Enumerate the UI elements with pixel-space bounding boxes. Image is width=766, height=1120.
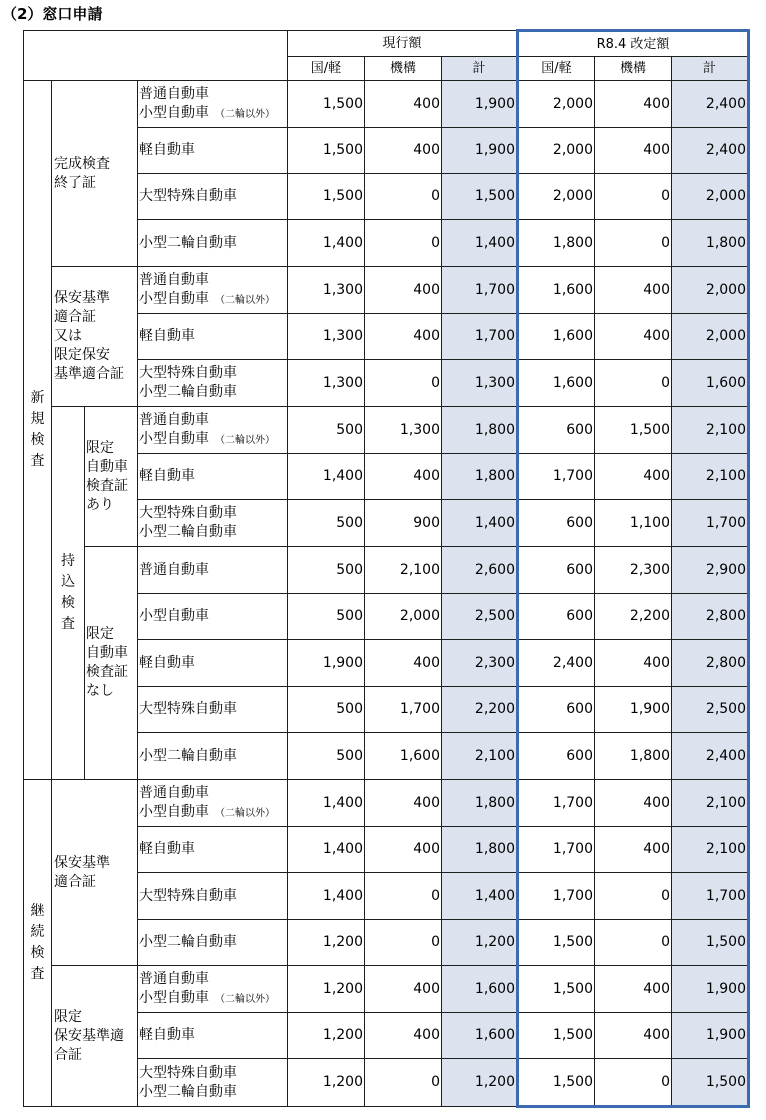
vehicle-label: [138, 360, 288, 407]
revised-total-value: 2,800: [672, 594, 749, 640]
vehicle-name: 軽自動車: [139, 142, 195, 158]
current-total-value: 1,400: [442, 500, 518, 547]
revised-total-value: 1,700: [672, 500, 749, 547]
current-total-value: 1,900: [442, 128, 518, 174]
current-kuni-value: 1,400: [288, 780, 365, 827]
revised-kuni-value: 1,500: [518, 966, 595, 1013]
vehicle-name-2: [139, 290, 287, 310]
current-kikou-value: 400: [365, 640, 442, 687]
revised-kikou-value: 400: [595, 640, 672, 687]
vehicle-note: （二輪以外）: [215, 434, 275, 446]
header-revised: R8.4 改定額: [518, 31, 749, 57]
vehicle-label: [138, 128, 288, 174]
revised-kikou-value: 0: [595, 360, 672, 407]
vehicle-name-2-text: 小型自動車: [139, 430, 209, 447]
revised-total-value: 2,800: [672, 640, 749, 687]
current-kuni-value: 1,400: [288, 827, 365, 873]
vehicle-name-2: [139, 989, 287, 1009]
current-total-value: 2,500: [442, 594, 518, 640]
current-total-value: 1,600: [442, 1013, 518, 1059]
vehicle-name: 小型二輪自動車: [139, 934, 237, 950]
vehicle-name: 普通自動車: [139, 970, 209, 987]
revised-kikou-value: 1,900: [595, 687, 672, 733]
revised-kuni-value: 600: [518, 407, 595, 454]
revised-total-value: 2,500: [672, 687, 749, 733]
revised-total-value: 2,400: [672, 81, 749, 128]
revised-kikou-value: 400: [595, 1013, 672, 1059]
vehicle-name: 大型特殊自動車: [139, 365, 237, 381]
revised-total-value: 1,700: [672, 873, 749, 920]
current-kuni-value: 1,400: [288, 873, 365, 920]
fee-table: [23, 29, 750, 1108]
vehicle-name: 大型特殊自動車: [139, 887, 237, 904]
revised-kikou-value: 0: [595, 920, 672, 966]
vehicle-label: [138, 780, 288, 827]
current-kikou-value: 900: [365, 500, 442, 547]
page-title: （2）窓口申請: [2, 5, 103, 23]
revised-total-value: 2,400: [672, 128, 749, 174]
subgroup-hoan: 保安基準 適合証: [52, 780, 138, 966]
revised-total-value: 2,100: [672, 827, 749, 873]
current-total-value: 1,500: [442, 174, 518, 220]
current-kuni-value: 1,500: [288, 174, 365, 220]
revised-total-value: 1,900: [672, 966, 749, 1013]
current-kikou-value: 1,300: [365, 407, 442, 454]
subgroup-hoan-gentei: 保安基準 適合証 又は 限定保安 基準適合証: [52, 267, 138, 407]
vehicle-name: 普通自動車: [139, 85, 209, 102]
table-row: [24, 81, 749, 128]
current-kuni-value: 1,200: [288, 1013, 365, 1059]
revised-kikou-value: 0: [595, 174, 672, 220]
revised-kuni-value: 1,600: [518, 314, 595, 360]
revised-total-value: 2,100: [672, 407, 749, 454]
vehicle-name: 軽自動車: [139, 654, 195, 671]
revised-kuni-value: 2,400: [518, 640, 595, 687]
current-kuni-value: 1,200: [288, 920, 365, 966]
vehicle-label: [138, 81, 288, 128]
current-total-value: 1,800: [442, 454, 518, 500]
revised-kikou-value: 400: [595, 81, 672, 128]
current-total-value: 2,100: [442, 733, 518, 780]
current-total-value: 1,200: [442, 920, 518, 966]
header-current-kuni: 国/軽: [288, 57, 365, 81]
current-total-value: 1,300: [442, 360, 518, 407]
revised-kuni-value: 1,800: [518, 220, 595, 267]
header-revised-total: 計: [672, 57, 749, 81]
group-mochikomi-label: 持込検査: [61, 553, 75, 632]
subgroup-gentei-hoan: 限定 保安基準適 合証: [52, 966, 138, 1107]
revised-kuni-value: 600: [518, 500, 595, 547]
revised-kuni-value: 2,000: [518, 128, 595, 174]
current-kikou-value: 400: [365, 314, 442, 360]
group-shinki: [24, 81, 52, 780]
current-total-value: 1,200: [442, 1059, 518, 1107]
current-kuni-value: 1,300: [288, 267, 365, 314]
current-kikou-value: 2,000: [365, 594, 442, 640]
vehicle-name-2-text: 小型自動車: [139, 989, 209, 1006]
table-row: [24, 547, 749, 594]
vehicle-name: 大型特殊自動車: [139, 188, 237, 204]
current-kikou-value: 1,600: [365, 733, 442, 780]
group-keizoku-label: 継続検査: [30, 903, 45, 982]
group-shinki-label: 新規検査: [30, 390, 45, 469]
revised-total-value: 2,000: [672, 174, 749, 220]
revised-kuni-value: 600: [518, 687, 595, 733]
revised-kikou-value: 1,500: [595, 407, 672, 454]
revised-kuni-value: 1,500: [518, 920, 595, 966]
vehicle-label: [138, 827, 288, 873]
vehicle-label: [138, 314, 288, 360]
subgroup-gentei-nashi: 限定 自動車 検査証 なし: [85, 547, 138, 780]
vehicle-note: （二輪以外）: [215, 807, 275, 819]
group-mochikomi: [52, 407, 85, 780]
vehicle-name-2: [139, 104, 287, 124]
vehicle-name-2-text: 小型二輪自動車: [139, 384, 237, 400]
current-total-value: 1,800: [442, 407, 518, 454]
vehicle-name: 普通自動車: [139, 271, 209, 288]
revised-total-value: 1,500: [672, 1059, 749, 1107]
current-kuni-value: 1,500: [288, 128, 365, 174]
current-kuni-value: 1,200: [288, 966, 365, 1013]
current-total-value: 2,600: [442, 547, 518, 594]
current-kuni-value: 500: [288, 687, 365, 733]
revised-kikou-value: 400: [595, 966, 672, 1013]
current-total-value: 1,400: [442, 873, 518, 920]
vehicle-name-2-text: 小型自動車: [139, 290, 209, 307]
current-kikou-value: 400: [365, 1013, 442, 1059]
current-kikou-value: 400: [365, 780, 442, 827]
current-kuni-value: 1,300: [288, 314, 365, 360]
current-kuni-value: 1,900: [288, 640, 365, 687]
revised-kikou-value: 0: [595, 220, 672, 267]
current-kuni-value: 1,200: [288, 1059, 365, 1107]
current-kuni-value: 1,400: [288, 220, 365, 267]
revised-total-value: 2,000: [672, 314, 749, 360]
revised-total-value: 2,900: [672, 547, 749, 594]
revised-kikou-value: 400: [595, 314, 672, 360]
vehicle-label: [138, 640, 288, 687]
revised-total-value: 1,600: [672, 360, 749, 407]
current-kuni-value: 500: [288, 407, 365, 454]
current-total-value: 1,400: [442, 220, 518, 267]
revised-kuni-value: 600: [518, 733, 595, 780]
revised-kikou-value: 1,100: [595, 500, 672, 547]
current-kikou-value: 0: [365, 920, 442, 966]
revised-kikou-value: 400: [595, 267, 672, 314]
current-kikou-value: 400: [365, 966, 442, 1013]
vehicle-note: （二輪以外）: [215, 294, 275, 306]
vehicle-name: 小型二輪自動車: [139, 234, 237, 251]
vehicle-note: （二輪以外）: [215, 993, 275, 1005]
current-kuni-value: 1,500: [288, 81, 365, 128]
current-kikou-value: 400: [365, 128, 442, 174]
vehicle-label: [138, 1059, 288, 1107]
vehicle-label: [138, 500, 288, 547]
vehicle-name: 小型自動車: [139, 608, 209, 624]
vehicle-label: [138, 454, 288, 500]
revised-kuni-value: 600: [518, 547, 595, 594]
vehicle-label: [138, 966, 288, 1013]
revised-kuni-value: 2,000: [518, 81, 595, 128]
vehicle-label: [138, 873, 288, 920]
current-kuni-value: 500: [288, 547, 365, 594]
current-kikou-value: 400: [365, 827, 442, 873]
current-kikou-value: 1,700: [365, 687, 442, 733]
revised-total-value: 2,000: [672, 267, 749, 314]
header-revised-kikou: 機構: [595, 57, 672, 81]
vehicle-name: 普通自動車: [139, 784, 209, 801]
revised-total-value: 2,100: [672, 454, 749, 500]
current-total-value: 1,900: [442, 81, 518, 128]
header-current: 現行額: [288, 31, 518, 57]
vehicle-label: [138, 407, 288, 454]
current-kuni-value: 1,400: [288, 454, 365, 500]
revised-kuni-value: 1,600: [518, 360, 595, 407]
vehicle-note: （二輪以外）: [215, 108, 275, 120]
revised-total-value: 1,500: [672, 920, 749, 966]
revised-kikou-value: 400: [595, 780, 672, 827]
current-kikou-value: 0: [365, 1059, 442, 1107]
revised-total-value: 2,100: [672, 780, 749, 827]
revised-kikou-value: 2,300: [595, 547, 672, 594]
current-total-value: 1,800: [442, 827, 518, 873]
vehicle-name: 大型特殊自動車: [139, 505, 237, 521]
revised-total-value: 2,400: [672, 733, 749, 780]
table-row: [24, 407, 749, 454]
header-revised-kuni: 国/軽: [518, 57, 595, 81]
revised-kikou-value: 2,200: [595, 594, 672, 640]
current-kuni-value: 500: [288, 733, 365, 780]
vehicle-name: 軽自動車: [139, 1027, 195, 1043]
vehicle-name: 大型特殊自動車: [139, 701, 237, 717]
header-corner: [24, 31, 288, 81]
current-kikou-value: 0: [365, 220, 442, 267]
revised-kuni-value: 1,700: [518, 873, 595, 920]
revised-total-value: 1,900: [672, 1013, 749, 1059]
vehicle-name-2: [139, 803, 287, 823]
current-kuni-value: 500: [288, 500, 365, 547]
vehicle-name-2: [139, 523, 287, 542]
revised-kikou-value: 400: [595, 827, 672, 873]
vehicle-name-2-text: 小型二輪自動車: [139, 524, 237, 540]
table-row: [24, 966, 749, 1013]
current-total-value: 1,700: [442, 314, 518, 360]
revised-kuni-value: 1,500: [518, 1059, 595, 1107]
vehicle-name: 小型二輪自動車: [139, 747, 237, 764]
revised-kuni-value: 1,500: [518, 1013, 595, 1059]
subgroup-gentei-ari: 限定 自動車 検査証 あり: [85, 407, 138, 547]
current-kikou-value: 400: [365, 267, 442, 314]
revised-kikou-value: 0: [595, 1059, 672, 1107]
revised-kuni-value: 1,700: [518, 827, 595, 873]
vehicle-name-2: [139, 383, 287, 402]
revised-kikou-value: 1,800: [595, 733, 672, 780]
vehicle-name-2-text: 小型二輪自動車: [139, 1083, 237, 1100]
vehicle-label: [138, 267, 288, 314]
table-row: [24, 780, 749, 827]
revised-kuni-value: 2,000: [518, 174, 595, 220]
current-kikou-value: 0: [365, 873, 442, 920]
vehicle-name: 普通自動車: [139, 411, 209, 428]
vehicle-label: [138, 687, 288, 733]
vehicle-name: 普通自動車: [139, 561, 209, 578]
revised-kuni-value: 1,700: [518, 780, 595, 827]
vehicle-label: [138, 920, 288, 966]
header-current-total: 計: [442, 57, 518, 81]
revised-kikou-value: 0: [595, 873, 672, 920]
current-kikou-value: 400: [365, 81, 442, 128]
revised-kuni-value: 600: [518, 594, 595, 640]
current-total-value: 2,200: [442, 687, 518, 733]
vehicle-label: [138, 220, 288, 267]
vehicle-label: [138, 1013, 288, 1059]
current-total-value: 2,300: [442, 640, 518, 687]
revised-kikou-value: 400: [595, 454, 672, 500]
vehicle-name-2-text: 小型自動車: [139, 803, 209, 820]
current-total-value: 1,600: [442, 966, 518, 1013]
vehicle-name: 大型特殊自動車: [139, 1064, 237, 1081]
revised-total-value: 1,800: [672, 220, 749, 267]
vehicle-name-2: [139, 1083, 287, 1102]
vehicle-label: [138, 174, 288, 220]
table-row: [24, 267, 749, 314]
current-kikou-value: 0: [365, 174, 442, 220]
vehicle-name-2: [139, 430, 287, 450]
vehicle-name: 軽自動車: [139, 328, 195, 344]
revised-kikou-value: 400: [595, 128, 672, 174]
current-total-value: 1,800: [442, 780, 518, 827]
group-keizoku: [24, 780, 52, 1107]
revised-kuni-value: 1,600: [518, 267, 595, 314]
vehicle-label: [138, 547, 288, 594]
current-kuni-value: 500: [288, 594, 365, 640]
vehicle-name: 軽自動車: [139, 468, 195, 484]
current-total-value: 1,700: [442, 267, 518, 314]
vehicle-name: 軽自動車: [139, 841, 195, 857]
current-kikou-value: 0: [365, 360, 442, 407]
vehicle-label: [138, 733, 288, 780]
current-kikou-value: 2,100: [365, 547, 442, 594]
subgroup-kansei: 完成検査 終了証: [52, 81, 138, 267]
current-kuni-value: 1,300: [288, 360, 365, 407]
vehicle-label: [138, 594, 288, 640]
header-current-kikou: 機構: [365, 57, 442, 81]
vehicle-name-2-text: 小型自動車: [139, 104, 209, 121]
revised-kuni-value: 1,700: [518, 454, 595, 500]
current-kikou-value: 400: [365, 454, 442, 500]
